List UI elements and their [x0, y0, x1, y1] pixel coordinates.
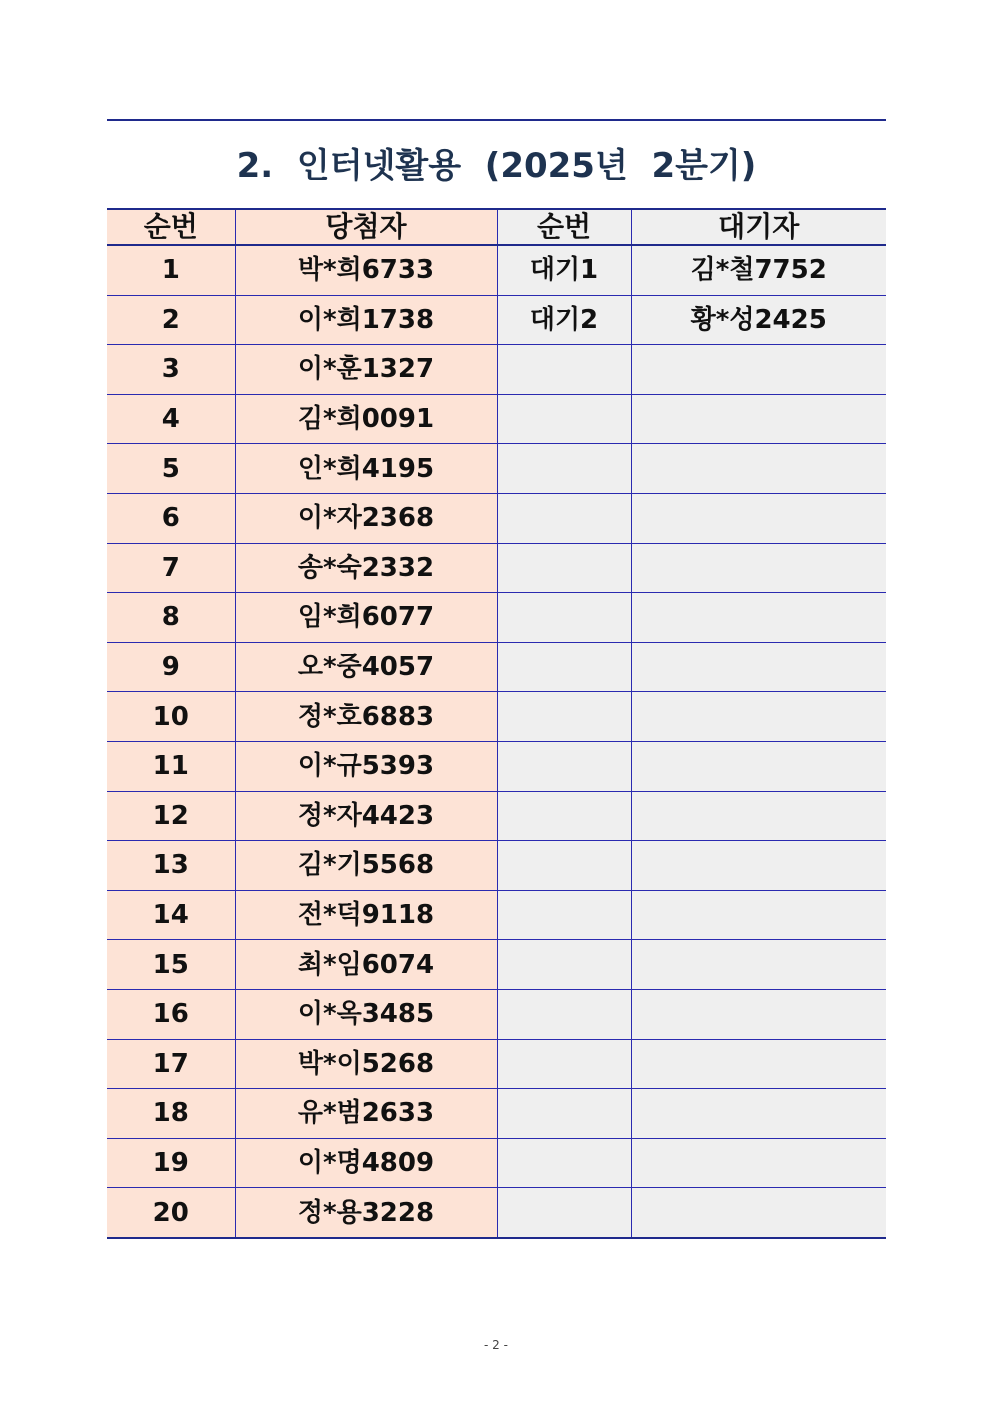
- table-row: [107, 1188, 886, 1238]
- cell-waiter: [631, 444, 886, 494]
- table-row: [107, 543, 886, 593]
- cell-wait-no: [497, 593, 631, 643]
- cell-wait-no: [497, 493, 631, 543]
- cell-winner: 이*규5393: [235, 741, 497, 791]
- cell-wait-no: [497, 1138, 631, 1188]
- cell-waiter: [631, 1188, 886, 1238]
- cell-winner: 인*희4195: [235, 444, 497, 494]
- header-no: 순번: [107, 209, 235, 245]
- cell-waiter: 황*성2425: [631, 295, 886, 345]
- cell-no: 6: [107, 493, 235, 543]
- cell-wait-no: [497, 741, 631, 791]
- cell-wait-no: [497, 940, 631, 990]
- cell-no: 14: [107, 890, 235, 940]
- cell-no: 7: [107, 543, 235, 593]
- cell-wait-no: [497, 989, 631, 1039]
- cell-no: 16: [107, 989, 235, 1039]
- table-header-row: [107, 209, 886, 245]
- cell-wait-no: [497, 841, 631, 891]
- cell-winner: 이*옥3485: [235, 989, 497, 1039]
- cell-wait-no: 대기1: [497, 245, 631, 295]
- cell-waiter: [631, 841, 886, 891]
- cell-winner: 정*용3228: [235, 1188, 497, 1238]
- cell-waiter: [631, 345, 886, 395]
- cell-waiter: [631, 1089, 886, 1139]
- cell-wait-no: [497, 1039, 631, 1089]
- cell-no: 10: [107, 692, 235, 742]
- cell-winner: 최*임6074: [235, 940, 497, 990]
- table-row: [107, 642, 886, 692]
- table-row: [107, 989, 886, 1039]
- page-number: - 2 -: [484, 1338, 508, 1352]
- table-row: [107, 1089, 886, 1139]
- header-waiter: 대기자: [631, 209, 886, 245]
- table-row: [107, 345, 886, 395]
- cell-wait-no: [497, 890, 631, 940]
- cell-winner: 김*희0091: [235, 394, 497, 444]
- cell-winner: 전*덕9118: [235, 890, 497, 940]
- cell-no: 5: [107, 444, 235, 494]
- cell-winner: 이*명4809: [235, 1138, 497, 1188]
- winners-table: [107, 208, 886, 1239]
- table-row: [107, 295, 886, 345]
- cell-waiter: [631, 940, 886, 990]
- cell-winner: 이*희1738: [235, 295, 497, 345]
- cell-winner: 박*이5268: [235, 1039, 497, 1089]
- cell-wait-no: [497, 345, 631, 395]
- cell-waiter: [631, 1039, 886, 1089]
- cell-waiter: [631, 543, 886, 593]
- cell-wait-no: [497, 394, 631, 444]
- cell-waiter: [631, 890, 886, 940]
- cell-wait-no: [497, 692, 631, 742]
- cell-winner: 김*기5568: [235, 841, 497, 891]
- table-row: [107, 444, 886, 494]
- header-wait-no: 순번: [497, 209, 631, 245]
- cell-no: 9: [107, 642, 235, 692]
- cell-winner: 유*범2633: [235, 1089, 497, 1139]
- cell-wait-no: [497, 642, 631, 692]
- cell-wait-no: [497, 1188, 631, 1238]
- cell-no: 19: [107, 1138, 235, 1188]
- cell-waiter: [631, 642, 886, 692]
- cell-waiter: [631, 791, 886, 841]
- cell-no: 15: [107, 940, 235, 990]
- cell-winner: 오*중4057: [235, 642, 497, 692]
- cell-no: 1: [107, 245, 235, 295]
- cell-waiter: [631, 493, 886, 543]
- table-row: [107, 841, 886, 891]
- table-row: [107, 394, 886, 444]
- cell-winner: 정*자4423: [235, 791, 497, 841]
- cell-winner: 박*희6733: [235, 245, 497, 295]
- table-row: [107, 1039, 886, 1089]
- cell-wait-no: [497, 791, 631, 841]
- header-winner: 당첨자: [235, 209, 497, 245]
- cell-no: 13: [107, 841, 235, 891]
- cell-wait-no: [497, 543, 631, 593]
- cell-waiter: [631, 692, 886, 742]
- cell-waiter: [631, 1138, 886, 1188]
- cell-winner: 이*자2368: [235, 493, 497, 543]
- top-rule: [107, 119, 886, 121]
- cell-no: 17: [107, 1039, 235, 1089]
- cell-winner: 정*호6883: [235, 692, 497, 742]
- cell-no: 3: [107, 345, 235, 395]
- cell-winner: 임*희6077: [235, 593, 497, 643]
- cell-waiter: [631, 989, 886, 1039]
- cell-waiter: [631, 394, 886, 444]
- cell-no: 20: [107, 1188, 235, 1238]
- table-row: [107, 692, 886, 742]
- cell-waiter: [631, 593, 886, 643]
- cell-wait-no: [497, 1089, 631, 1139]
- cell-winner: 이*훈1327: [235, 345, 497, 395]
- cell-no: 8: [107, 593, 235, 643]
- table-row: [107, 741, 886, 791]
- table-row: [107, 593, 886, 643]
- cell-no: 11: [107, 741, 235, 791]
- cell-no: 2: [107, 295, 235, 345]
- cell-waiter: [631, 741, 886, 791]
- table-row: [107, 940, 886, 990]
- cell-no: 18: [107, 1089, 235, 1139]
- cell-waiter: 김*철7752: [631, 245, 886, 295]
- cell-wait-no: 대기2: [497, 295, 631, 345]
- table-row: [107, 791, 886, 841]
- table-row: [107, 245, 886, 295]
- cell-winner: 송*숙2332: [235, 543, 497, 593]
- table-row: [107, 493, 886, 543]
- cell-no: 4: [107, 394, 235, 444]
- table-row: [107, 890, 886, 940]
- table-row: [107, 1138, 886, 1188]
- cell-no: 12: [107, 791, 235, 841]
- page-title: 2. 인터넷활용 (2025년 2분기): [236, 146, 757, 186]
- cell-wait-no: [497, 444, 631, 494]
